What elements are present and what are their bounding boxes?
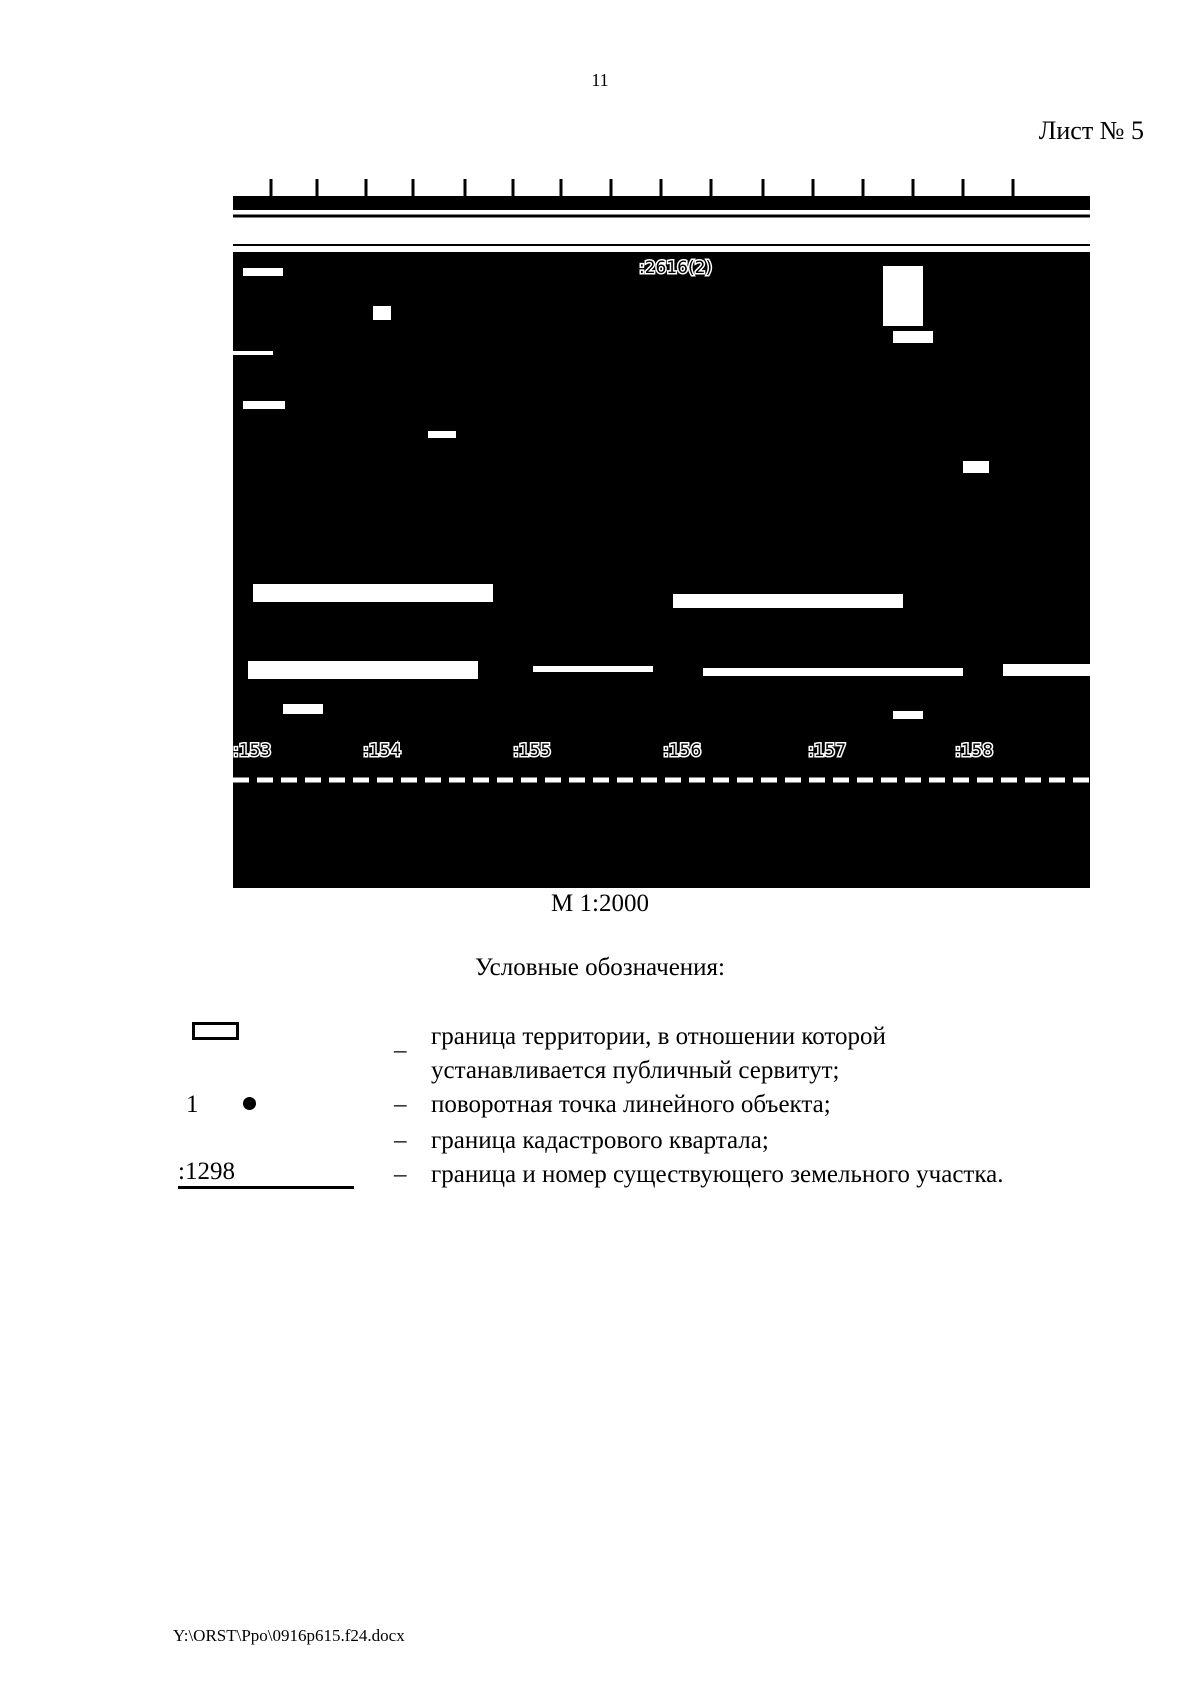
quarter-label: :2616(2) <box>639 258 713 278</box>
servitude-boundary-rect-icon <box>192 1022 239 1040</box>
map-scale: М 1:2000 <box>551 890 649 917</box>
sheet-label: Лист № 5 <box>1038 116 1144 145</box>
parcel-label-154: :154 <box>363 741 402 761</box>
legend-text: устанавливается публичный сервитут; <box>431 1057 840 1084</box>
legend-dash: – <box>394 1161 407 1188</box>
point-number-label: 1 <box>186 1091 199 1118</box>
legend-dash: – <box>394 1091 407 1118</box>
legend-text: граница кадастрового квартала; <box>431 1127 769 1154</box>
legend-title: Условные обозначения: <box>474 954 726 981</box>
page-number: 11 <box>591 70 609 90</box>
map-image <box>233 176 1090 888</box>
turning-point-dot-icon <box>243 1097 256 1110</box>
legend-text: граница и номер существующего земельного участка. <box>431 1161 1004 1188</box>
parcel-label-156: :156 <box>663 741 702 761</box>
legend-text: поворотная точка линейного объекта; <box>431 1091 831 1118</box>
parcel-label-157: :157 <box>808 741 847 761</box>
parcel-label-158: :158 <box>955 741 994 761</box>
legend-dash: – <box>394 1127 407 1154</box>
document-path: Y:\ORST\Ppo\0916p615.f24.docx <box>173 1626 405 1645</box>
parcel-label-153: :153 <box>233 741 272 761</box>
parcel-boundary-sample: :1298 <box>178 1158 354 1189</box>
legend-dash: – <box>394 1037 407 1064</box>
parcel-label-155: :155 <box>513 741 552 761</box>
legend-text: граница территории, в отношении которой <box>431 1023 886 1050</box>
